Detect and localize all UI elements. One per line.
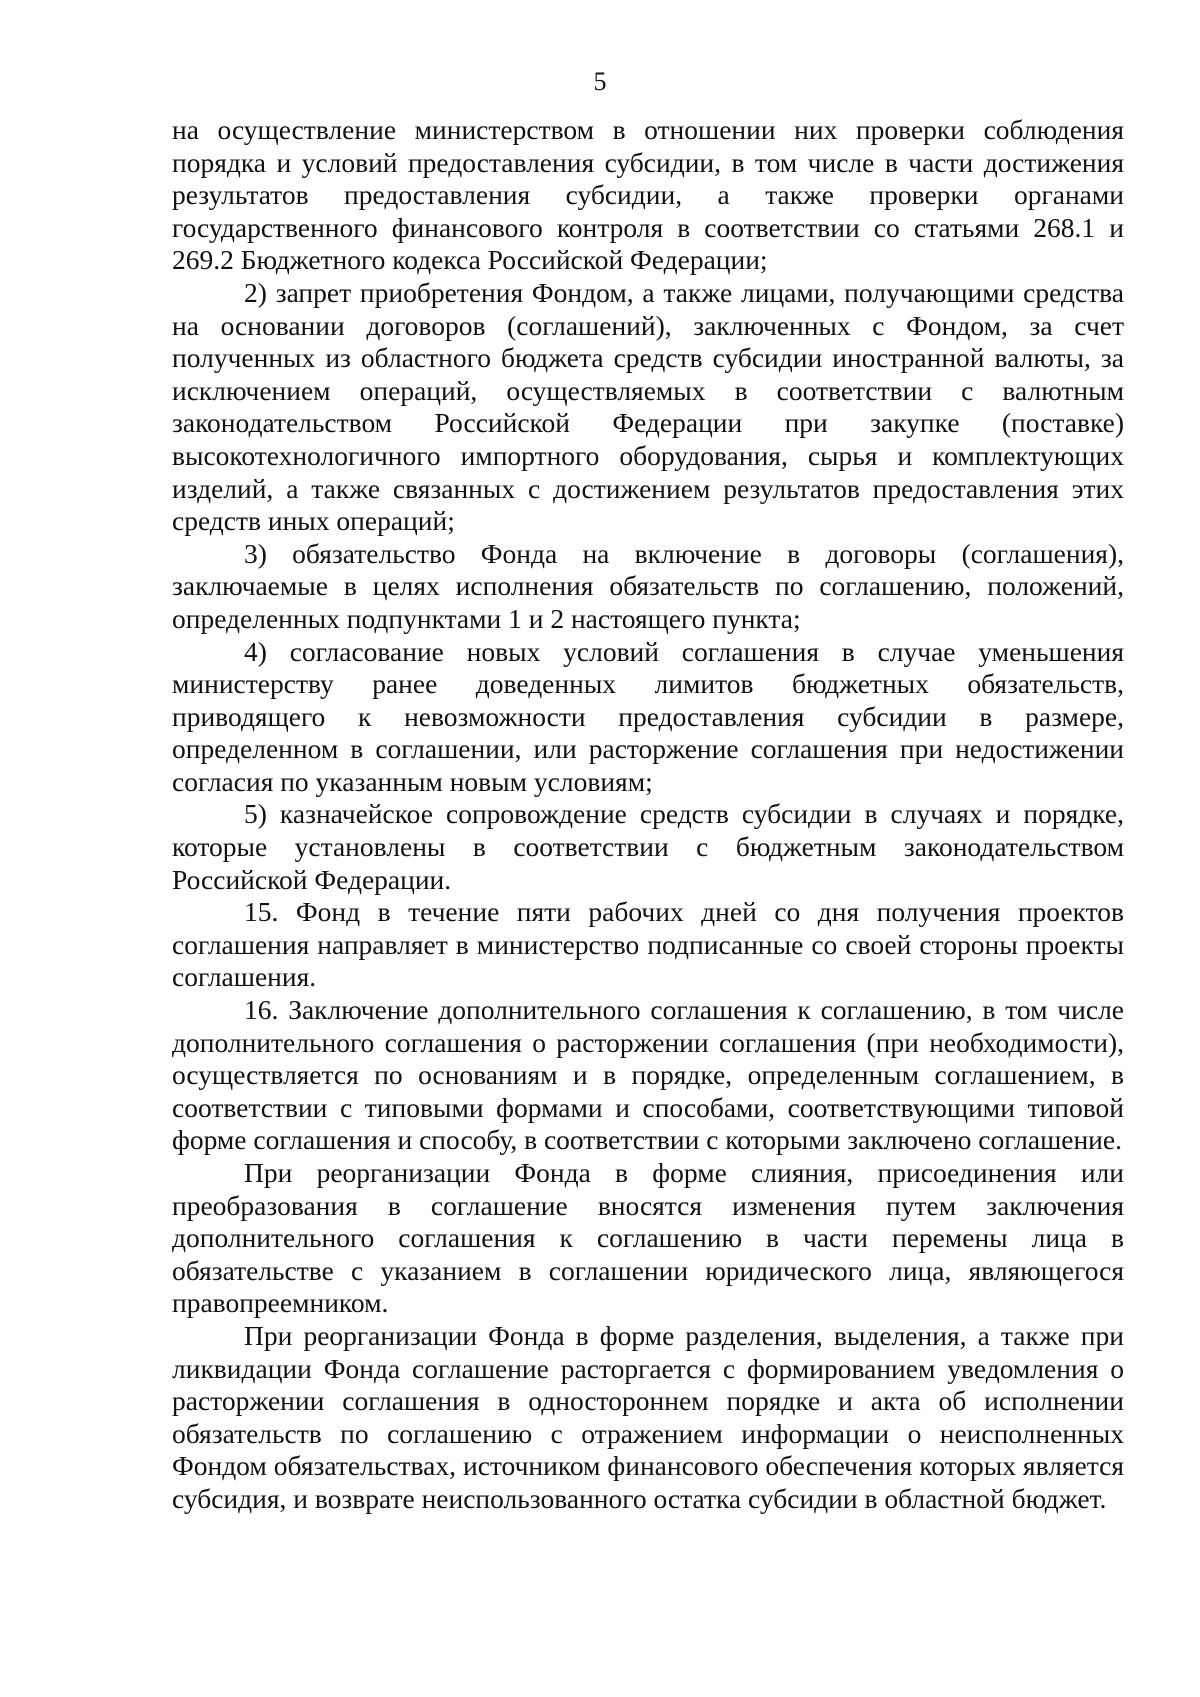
- paragraph-item-3: 3) обязательство Фонда на включение в договоры (соглашения), заключаемые в целях исполнения обязательств по соглашению, положений, определенных подпунктами 1 и 2 настоящего пункта;: [172, 537, 1124, 634]
- paragraph-reorganization-division: При реорганизации Фонда в форме разделения, выделения, а также при ликвидации Фонда соглашение расторгается с формированием уведомления о расторжении соглашения в одностороннем порядке и акта об исполнении обязательств по соглашению с отражением информации о неисполненных Фондом обязательствах, источником финансового обеспечения которых является субсидия, и возврате неиспользованного остатка субсидии в областной бюджет.: [172, 1319, 1124, 1514]
- paragraph-reorganization-merger: При реорганизации Фонда в форме слияния, присоединения или преобразования в соглашение вносятся изменения путем заключения дополнительного соглашения к соглашению в части перемены лица в обязательстве с указанием в соглашении юридического лица, являющегося правопреемником.: [172, 1157, 1124, 1319]
- page-number: 5: [593, 67, 607, 96]
- paragraph-item-2: 2) запрет приобретения Фондом, а также лицами, получающими средства на основании договоров (соглашений), заключенных с Фондом, за счет полученных из областного бюджета средств субсидии иностранной валюты, за исключением операций, осуществляемых в соответствии с валютным законодательством Российской Федерации при закупке (поставке) высокотехнологичного импортного оборудования, сырья и комплектующих изделий, а также связанных с достижением результатов предоставления этих средств иных операций;: [172, 276, 1124, 537]
- paragraph-item-4: 4) согласование новых условий соглашения в случае уменьшения министерству ранее доведенных лимитов бюджетных обязательств, приводящего к невозможности предоставления субсидии в размере, определенном в соглашении, или расторжение соглашения при недостижении согласия по указанным новым условиям;: [172, 635, 1124, 797]
- paragraph-item-5: 5) казначейское сопровождение средств субсидии в случаях и порядке, которые установлены в соответствии с бюджетным законодательством Российской Федерации.: [172, 798, 1124, 895]
- paragraph-clause-16: 16. Заключение дополнительного соглашения к соглашению, в том числе дополнительного соглашения о расторжении соглашения (при необходимости), осуществляется по основаниям и в порядке, определенным соглашением, в соответствии с типовыми формами и способами, соответствующими типовой форме соглашения и способу, в соответствии с которыми заключено соглашение.: [172, 994, 1124, 1156]
- document-body: [172, 114, 1124, 1516]
- paragraph-continuation: на осуществление министерством в отношении них проверки соблюдения порядка и условий предоставления субсидии, в том числе в части достижения результатов предоставления субсидии, а также проверки органами государственного финансового контроля в соответствии со статьями 268.1 и 269.2 Бюджетного кодекса Российской Федерации;: [172, 114, 1124, 276]
- paragraph-clause-15: 15. Фонд в течение пяти рабочих дней со дня получения проектов соглашения направляет в министерство подписанные со своей стороны проекты соглашения.: [172, 896, 1124, 993]
